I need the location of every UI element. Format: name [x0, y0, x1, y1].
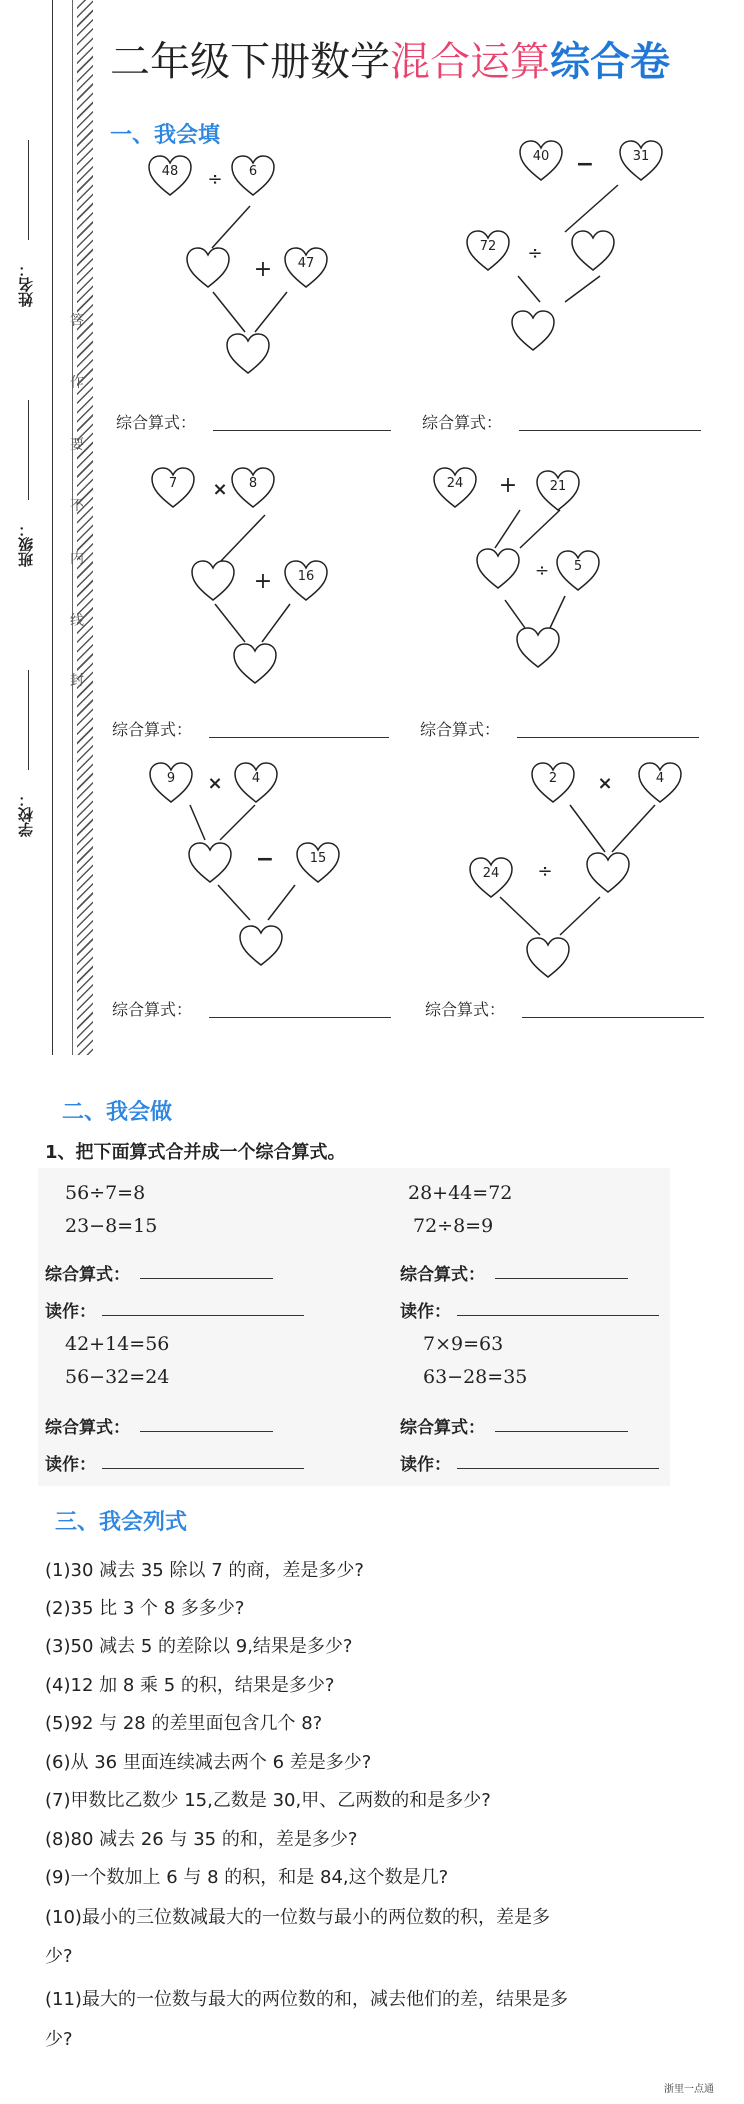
heart-box[interactable] — [637, 762, 683, 804]
heart-box[interactable] — [465, 230, 511, 272]
answer-line[interactable] — [519, 430, 701, 431]
read-label: 读作： — [400, 1302, 451, 1322]
heart-box[interactable] — [150, 467, 196, 509]
heart-number: 48 — [161, 164, 179, 179]
heart-number: 47 — [297, 256, 315, 271]
formula-label: 综合算式： — [422, 413, 503, 432]
formula-label: 综合算式： — [420, 720, 501, 739]
operator: ÷ — [537, 861, 553, 882]
heart-number: 24 — [446, 476, 464, 491]
question: (7)甲数比乙数少 15,乙数是 30,甲、乙两数的和是多少? — [45, 1790, 491, 1811]
formula-label: 综合算式： — [112, 1000, 193, 1019]
heart-box[interactable] — [233, 762, 279, 804]
heart-box[interactable] — [283, 247, 329, 289]
formula-label: 综合算式： — [425, 1000, 506, 1019]
equation: 23−8=15 — [65, 1215, 158, 1237]
heart-box[interactable] — [432, 467, 478, 509]
heart-box[interactable] — [295, 842, 341, 884]
heart-number: 16 — [297, 569, 315, 584]
operator: − — [575, 152, 595, 177]
formula-label: 综合算式： — [45, 1265, 130, 1285]
name-label: 姓名： — [17, 262, 35, 308]
heart-number: 24 — [482, 866, 500, 881]
answer-line[interactable] — [102, 1315, 304, 1316]
heart-box[interactable] — [185, 247, 231, 289]
read-label: 读作： — [45, 1455, 96, 1475]
answer-line[interactable] — [209, 1017, 391, 1018]
question-continued: 少? — [45, 2029, 73, 2050]
heart-box[interactable] — [555, 550, 601, 592]
heart-box[interactable] — [618, 140, 664, 182]
title-part-3: 综合卷 — [550, 39, 670, 85]
heart-box[interactable] — [230, 155, 276, 197]
operator: ÷ — [207, 169, 223, 190]
heart-box[interactable] — [525, 937, 571, 979]
answer-line[interactable] — [522, 1017, 704, 1018]
section-1-heading: 一、我会填 — [110, 123, 221, 148]
footer-watermark: 浙里一点通 — [664, 2084, 714, 2095]
answer-line[interactable] — [140, 1431, 273, 1432]
read-label: 读作： — [400, 1455, 451, 1475]
answer-line[interactable] — [517, 737, 699, 738]
equation: 7×9=63 — [423, 1333, 504, 1355]
binding-hatch — [77, 0, 93, 1055]
answer-line[interactable] — [102, 1468, 304, 1469]
name-line — [28, 140, 29, 240]
heart-box[interactable] — [468, 857, 514, 899]
formula-label: 综合算式： — [400, 1265, 485, 1285]
formula-label: 综合算式： — [116, 413, 197, 432]
heart-number: 4 — [251, 771, 261, 786]
seal-char: 要 — [70, 437, 84, 453]
answer-line[interactable] — [140, 1278, 273, 1279]
read-label: 读作： — [45, 1302, 96, 1322]
equation: 63−28=35 — [423, 1366, 528, 1388]
heart-box[interactable] — [510, 310, 556, 352]
heart-number: 40 — [532, 149, 550, 164]
heart-box[interactable] — [225, 333, 271, 375]
answer-line[interactable] — [457, 1315, 659, 1316]
seal-char: 答 — [70, 313, 84, 329]
heart-number: 4 — [655, 771, 665, 786]
formula-label: 综合算式： — [112, 720, 193, 739]
heart-number: 2 — [548, 771, 558, 786]
operator: × — [597, 773, 613, 794]
operator: + — [498, 473, 518, 498]
page-title — [110, 30, 670, 87]
heart-box[interactable] — [230, 467, 276, 509]
operator: × — [207, 773, 223, 794]
operator: + — [253, 569, 273, 594]
margin-line-inner — [72, 0, 73, 1055]
heart-number: 7 — [168, 476, 178, 491]
formula-label: 综合算式： — [45, 1418, 130, 1438]
heart-box[interactable] — [530, 762, 576, 804]
seal-char: 不 — [70, 498, 84, 514]
class-line — [28, 400, 29, 500]
question: (10)最小的三位数减最大的一位数与最小的两位数的积，差是多 — [45, 1907, 550, 1928]
title-part-2: 混合运算 — [390, 39, 550, 85]
heart-number: 72 — [479, 239, 497, 254]
heart-box[interactable] — [518, 140, 564, 182]
heart-box[interactable] — [475, 548, 521, 590]
equation: 56÷7=8 — [65, 1182, 146, 1204]
seal-char: 作 — [70, 375, 84, 391]
school-label: 学校： — [17, 792, 35, 838]
seal-char: 封 — [70, 673, 84, 689]
heart-box[interactable] — [585, 852, 631, 894]
title-part-1: 二年级下册数学 — [110, 39, 390, 85]
answer-line[interactable] — [457, 1468, 659, 1469]
heart-number: 9 — [166, 771, 176, 786]
answer-line[interactable] — [495, 1431, 628, 1432]
heart-number: 21 — [549, 479, 567, 494]
question: (8)80 减去 26 与 35 的和，差是多少? — [45, 1829, 358, 1850]
operator: − — [255, 847, 275, 872]
operator: × — [212, 479, 228, 500]
answer-line[interactable] — [495, 1278, 628, 1279]
heart-box[interactable] — [570, 230, 616, 272]
margin-line — [52, 0, 53, 1055]
answer-line[interactable] — [213, 430, 391, 431]
question-continued: 少? — [45, 1946, 73, 1967]
heart-box[interactable] — [515, 627, 561, 669]
question: (9)一个数加上 6 与 8 的积，和是 84,这个数是几? — [45, 1867, 449, 1888]
question: (11)最大的一位数与最大的两位数的和，减去他们的差，结果是多 — [45, 1989, 568, 2010]
heart-box[interactable] — [147, 155, 193, 197]
equation: 56−32=24 — [65, 1366, 170, 1388]
heart-number: 15 — [309, 851, 327, 866]
equation: 72÷8=9 — [413, 1215, 494, 1237]
heart-number: 8 — [248, 476, 258, 491]
heart-number: 6 — [248, 164, 258, 179]
heart-box[interactable] — [190, 560, 236, 602]
heart-number: 31 — [632, 149, 650, 164]
heart-number: 5 — [573, 559, 583, 574]
formula-label: 综合算式： — [400, 1418, 485, 1438]
question: (6)从 36 里面连续减去两个 6 差是多少? — [45, 1752, 372, 1773]
operator: ÷ — [527, 243, 543, 264]
operator: + — [253, 257, 273, 282]
section-2-heading: 二、我会做 — [62, 1100, 173, 1125]
section-3-heading: 三、我会列式 — [55, 1510, 188, 1535]
equation: 28+44=72 — [408, 1182, 513, 1204]
heart-box[interactable] — [232, 643, 278, 685]
question: (3)50 减去 5 的差除以 9,结果是多少? — [45, 1636, 353, 1657]
equation: 42+14=56 — [65, 1333, 170, 1355]
question: (4)12 加 8 乘 5 的积，结果是多少? — [45, 1675, 335, 1696]
answer-line[interactable] — [209, 737, 389, 738]
heart-box[interactable] — [283, 560, 329, 602]
instruction: 1、把下面算式合并成一个综合算式。 — [45, 1142, 346, 1163]
seal-char: 线 — [70, 613, 84, 629]
class-label: 班级： — [17, 522, 35, 568]
school-line — [28, 670, 29, 770]
seal-char: 内 — [70, 551, 84, 567]
operator: ÷ — [534, 561, 550, 581]
question: (1)30 减去 35 除以 7 的商，差是多少? — [45, 1560, 364, 1581]
question: (5)92 与 28 的差里面包含几个 8? — [45, 1713, 323, 1734]
heart-box[interactable] — [238, 925, 284, 967]
heart-box[interactable] — [148, 762, 194, 804]
question: (2)35 比 3 个 8 多多少? — [45, 1598, 245, 1619]
heart-box[interactable] — [535, 470, 581, 512]
heart-box[interactable] — [187, 842, 233, 884]
